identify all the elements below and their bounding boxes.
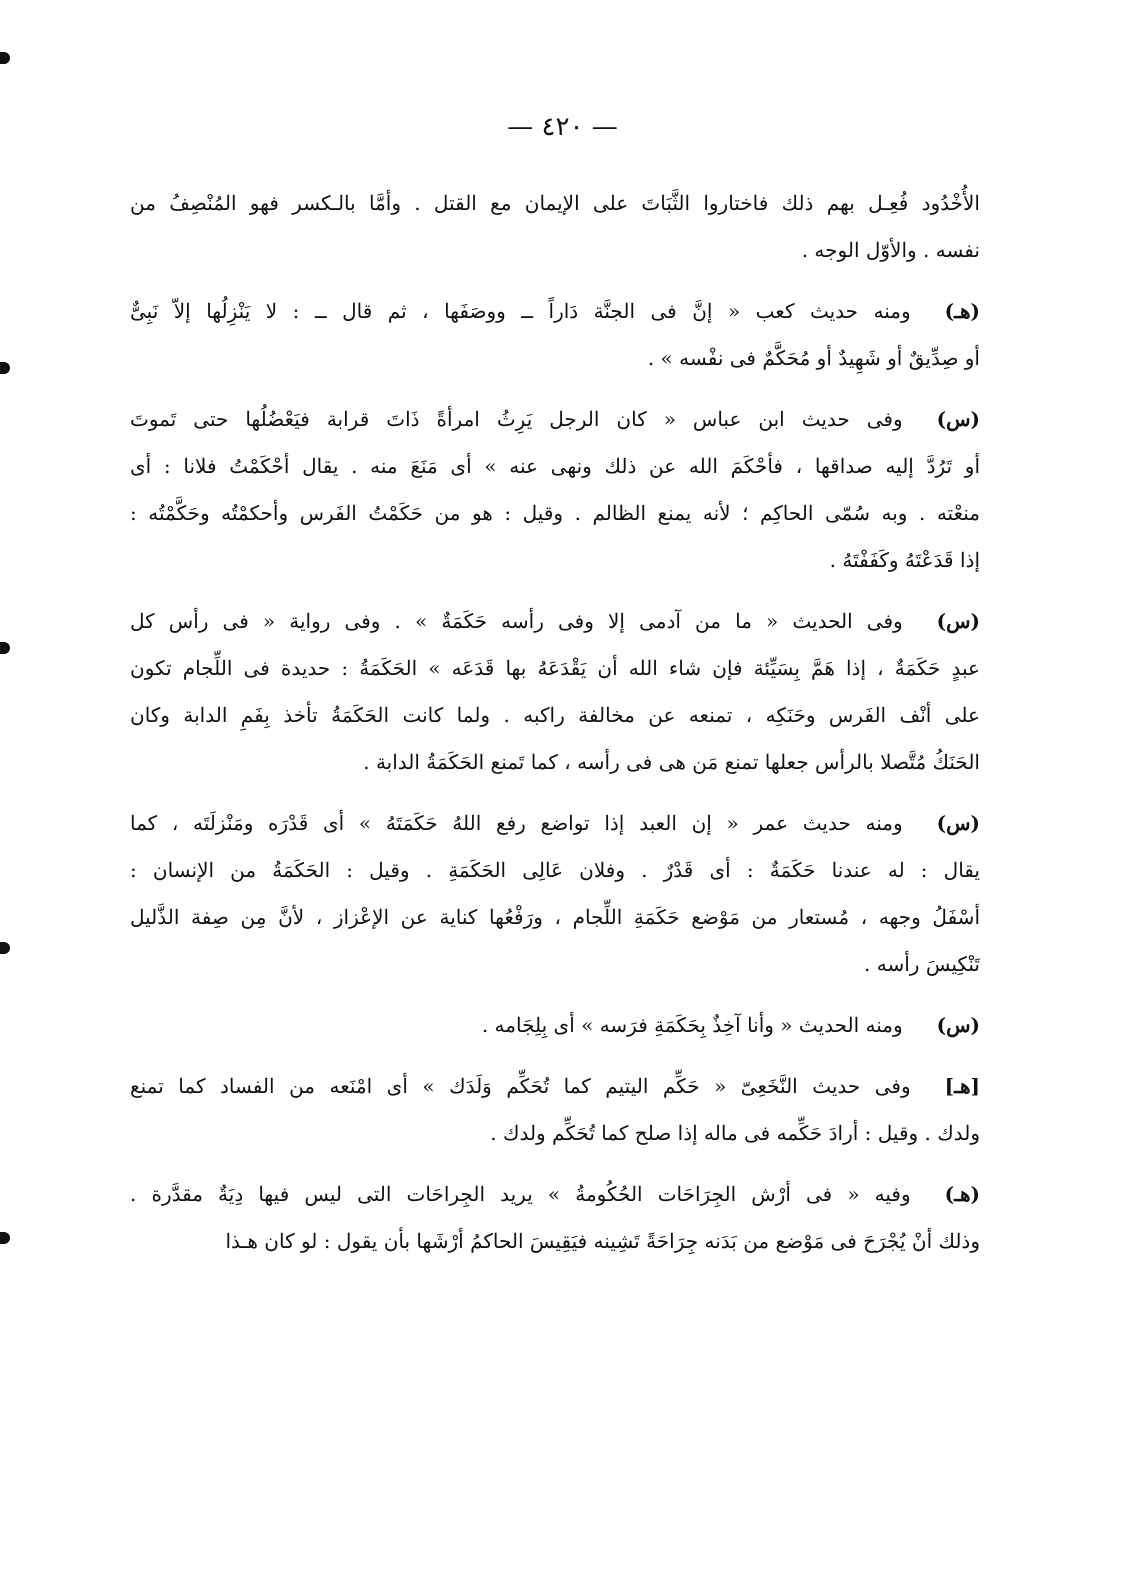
text-line <box>130 739 980 786</box>
source-code-marker: (هـ) <box>944 299 980 323</box>
page-edge-mark <box>0 362 10 374</box>
text-line <box>130 1063 980 1110</box>
line-text: إذا قَدَعْتَهُ وكَفَفْتَهُ . <box>829 548 980 572</box>
line-text: ولدك . وقيل : أرادَ حَكِّمه فى ماله إذا صلح كما تُحَكِّم ولدك . <box>490 1121 980 1145</box>
line-text: وفيه « فى أرْش الجِرَاحَات الحُكُومةُ » يريد الجِراحَات التى ليس فيها دِيَةٌ مقدَّرة . <box>130 1182 911 1206</box>
line-text: يقال : له عندنا حَكَمَةٌ : أى قَدْرٌ . وفلان عَالِى الحَكَمَةِ . وقيل : الحَكَمَةُ من الإنسان : <box>130 858 980 882</box>
text-line <box>130 396 980 443</box>
line-text: وذلك أنْ يُجْرَحَ فى مَوْضع من بَدَنه جِرَاحَةً تَشِينه فيَقِيسَ الحاكمُ أرْشَها بأن يقول : لو كان هـذا <box>225 1229 980 1253</box>
page-edge-mark <box>0 52 10 64</box>
text-line <box>130 800 980 847</box>
line-text: تَنْكِيسَ رأسه . <box>864 952 980 976</box>
line-text: أو تَرُدَّ إليه صداقها ، فأحْكَمَ الله عن ذلك ونهى عنه » أى مَنَعَ منه . يقال أحْكَمْتُ فلانا : أى <box>130 454 980 478</box>
text-line <box>130 894 980 941</box>
text-line <box>130 692 980 739</box>
line-text: الحَنَكُ مُتَّصلا بالرأس جعلها تمنع مَن هى فى رأسه ، كما تَمنع الحَكَمَةُ الدابة . <box>363 750 980 774</box>
line-text: على أنْف الفَرس وحَنَكِه ، تمنعه عن مخالفة راكبه . ولما كانت الحَكَمَةُ تأخذ بِفَمِ الدابة وكان <box>130 703 980 727</box>
paragraph <box>130 1171 980 1265</box>
paragraph <box>130 288 980 382</box>
line-text: وفى حديث النَّخَعِىّ « حَكِّم اليتيم كما تُحَكِّم وَلَدَك » أى امْنَعه من الفساد كما تمنع <box>130 1074 911 1098</box>
paragraph <box>130 800 980 988</box>
line-text: ومنه حديث عمر « إن العبد إذا تواضع رفع اللهُ حَكَمَتَهُ » أى قَدْرَه ومَنْزلَتَه ، كما <box>130 811 903 835</box>
document-body <box>130 180 980 1279</box>
text-line <box>130 537 980 584</box>
line-text: ومنه الحديث « وأنا آخِذٌ بِحَكَمَةِ فرَسه » أى بِلِجَامه . <box>481 1013 903 1037</box>
text-line <box>130 1171 980 1218</box>
source-code-marker: [هـ] <box>944 1074 980 1098</box>
source-code-marker: (هـ) <box>944 1182 980 1206</box>
text-line <box>130 335 980 382</box>
paragraph <box>130 1063 980 1157</box>
line-text: منعْته . وبه سُمّى الحاكِم ؛ لأنه يمنع الظالم . وقيل : هو من حَكَمْتُ الفَرس وأحكمْتُه وحَكَّمْتُه : <box>130 501 980 525</box>
text-line <box>130 847 980 894</box>
text-line <box>130 443 980 490</box>
line-text: أسْفَلُ وجهه ، مُستعار من مَوْضع حَكَمَةِ اللِّجام ، ورَفْعُها كناية عن الإعْزاز ، لأنَّ مِن صِفة الذَّليل <box>130 905 980 929</box>
line-text: أو صِدِّيقٌ أو شَهِيدٌ أو مُحَكَّمٌ فى نفْسه » . <box>647 346 980 370</box>
line-text: عبدٍ حَكَمَةٌ ، إذا هَمَّ بِسَيِّئة فإن شاء الله أن يَقْدَعَهُ بها قَدَعَه » الحَكَمَةُ : حديدة فى اللِّجام تكون <box>130 656 980 680</box>
text-line <box>130 1218 980 1265</box>
line-text: وفى حديث ابن عباس « كان الرجل يَرِثُ امرأةً ذَاتَ قرابة فيَعْضُلُها حتى تَموتَ <box>130 407 903 431</box>
text-line <box>130 288 980 335</box>
text-line <box>130 598 980 645</box>
text-line <box>130 941 980 988</box>
source-code-marker: (س) <box>936 609 980 633</box>
text-line <box>130 227 980 274</box>
paragraph <box>130 1002 980 1049</box>
text-line <box>130 1110 980 1157</box>
line-text: الأُخْدُود فُعِـل بهم ذلك فاختاروا الثَّبَاتَ على الإيمان مع القتل . وأمَّا بالـكسر فهو المُنْصِفُ من <box>130 191 980 215</box>
source-code-marker: (س) <box>936 1013 980 1037</box>
line-text: ومنه حديث كعب « إنَّ فى الجنَّة دَاراً ــ ووصَفَها ، ثم قال ــ : لا يَنْزِلُها إلاّ نَبِىٌّ <box>130 299 911 323</box>
line-text: نفسه . والأوّل الوجه . <box>801 238 980 262</box>
page-edge-mark <box>0 942 10 954</box>
page-edge-mark <box>0 1232 10 1244</box>
text-line <box>130 1002 980 1049</box>
page-number: — ٤٢٠ — <box>507 112 618 142</box>
page-edge-mark <box>0 642 10 654</box>
line-text: وفى الحديث « ما من آدمى إلا وفى رأسه حَكَمَةٌ » . وفى رواية « فى رأس كل <box>130 609 903 633</box>
source-code-marker: (س) <box>936 407 980 431</box>
source-code-marker: (س) <box>936 811 980 835</box>
paragraph <box>130 180 980 274</box>
text-line <box>130 180 980 227</box>
paragraph <box>130 396 980 584</box>
paragraph <box>130 598 980 786</box>
text-line <box>130 490 980 537</box>
text-line <box>130 645 980 692</box>
